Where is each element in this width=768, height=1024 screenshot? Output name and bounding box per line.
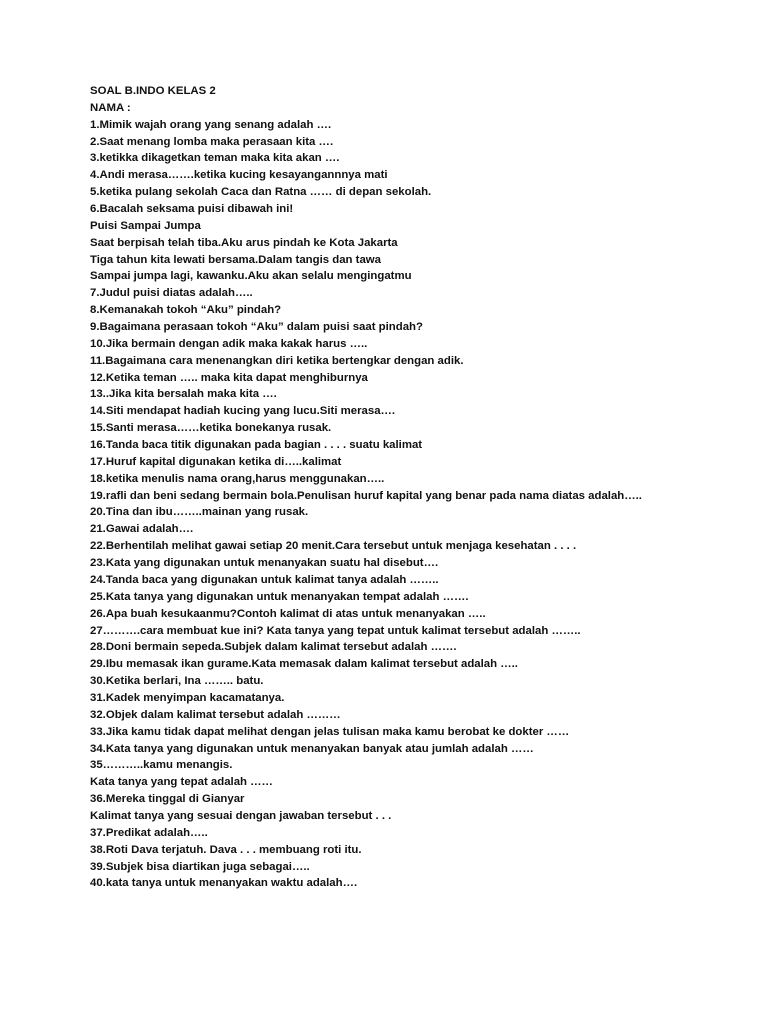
question-15: 15.Santi merasa……ketika bonekanya rusak. [90, 422, 332, 435]
question-11: 11.Bagaimana cara menenangkan diri ketika bertengkar dengan adik. [90, 354, 464, 367]
question-31: 31.Kadek menyimpan kacamatanya. [90, 691, 285, 704]
question-5: 5.ketika pulang sekolah Caca dan Ratna …… di depan sekolah. [90, 186, 432, 199]
question-3: 3.ketikka dikagetkan teman maka kita akan …. [90, 152, 340, 165]
question-21: 21.Gawai adalah…. [90, 523, 194, 536]
question-13: 13..Jika kita bersalah maka kita …. [90, 388, 277, 401]
question-10: 10.Jika bermain dengan adik maka kakak harus ….. [90, 337, 368, 350]
question-1: 1.Mimik wajah orang yang senang adalah …. [90, 118, 332, 131]
question-32: 32.Objek dalam kalimat tersebut adalah ……… [90, 708, 341, 721]
question-25: 25.Kata tanya yang digunakan untuk menanyakan tempat adalah ……. [90, 590, 469, 603]
question-18: 18.ketika menulis nama orang,harus menggunakan….. [90, 472, 385, 485]
question-7: 7.Judul puisi diatas adalah….. [90, 287, 253, 300]
document-title: SOAL B.INDO KELAS 2 [90, 85, 216, 97]
question-27: 27……….cara membuat kue ini? Kata tanya yang tepat untuk kalimat tersebut adalah …….. [90, 624, 581, 637]
question-38: 38.Roti Dava terjatuh. Dava . . . membuang roti itu. [90, 843, 362, 856]
question-6: 6.Bacalah seksama puisi dibawah ini! [90, 203, 294, 216]
question-26: 26.Apa buah kesukaanmu?Contoh kalimat di atas untuk menanyakan ….. [90, 607, 486, 620]
question-30: 30.Ketika berlari, Ina …….. batu. [90, 675, 264, 688]
poem-line-3: Sampai jumpa lagi, kawanku.Aku akan selalu mengingatmu [90, 270, 412, 283]
question-12: 12.Ketika teman ….. maka kita dapat menghiburnya [90, 371, 368, 384]
question-22: 22.Berhentilah melihat gawai setiap 20 menit.Cara tersebut untuk menjaga kesehatan . . . . [90, 540, 577, 553]
poem-line-1: Saat berpisah telah tiba.Aku arus pindah ke Kota Jakarta [90, 236, 398, 249]
question-2: 2.Saat menang lomba maka perasaan kita …. [90, 135, 334, 148]
name-field-label: NAMA : [90, 101, 131, 114]
question-9: 9.Bagaimana perasaan tokoh “Aku” dalam puisi saat pindah? [90, 321, 423, 334]
question-4: 4.Andi merasa…….ketika kucing kesayangannnya mati [90, 169, 388, 182]
poem-line-2: Tiga tahun kita lewati bersama.Dalam tangis dan tawa [90, 253, 381, 266]
poem-title: Puisi Sampai Jumpa [90, 219, 201, 232]
question-34: 34.Kata tanya yang digunakan untuk menanyakan banyak atau jumlah adalah …… [90, 742, 534, 755]
question-35-continuation: Kata tanya yang tepat adalah …… [90, 776, 273, 789]
question-17: 17.Huruf kapital digunakan ketika di…..kalimat [90, 455, 342, 468]
question-35: 35………..kamu menangis. [90, 759, 233, 772]
question-36: 36.Mereka tinggal di Gianyar [90, 793, 245, 806]
question-39: 39.Subjek bisa diartikan juga sebagai….. [90, 860, 310, 873]
question-37: 37.Predikat adalah….. [90, 826, 208, 839]
question-20: 20.Tina dan ibu……..mainan yang rusak. [90, 506, 309, 519]
question-28: 28.Doni bermain sepeda.Subjek dalam kalimat tersebut adalah ……. [90, 641, 457, 654]
question-40: 40.kata tanya untuk menanyakan waktu adalah…. [90, 877, 358, 890]
question-23: 23.Kata yang digunakan untuk menanyakan suatu hal disebut…. [90, 557, 439, 570]
question-24: 24.Tanda baca yang digunakan untuk kalimat tanya adalah …….. [90, 573, 439, 586]
question-16: 16.Tanda baca titik digunakan pada bagian . . . . suatu kalimat [90, 439, 423, 452]
question-29: 29.Ibu memasak ikan gurame.Kata memasak dalam kalimat tersebut adalah ….. [90, 658, 518, 671]
question-8: 8.Kemanakah tokoh “Aku” pindah? [90, 304, 282, 317]
question-14: 14.Siti mendapat hadiah kucing yang lucu.Siti merasa…. [90, 405, 396, 418]
question-33: 33.Jika kamu tidak dapat melihat dengan jelas tulisan maka kamu berobat ke dokter …… [90, 725, 570, 738]
question-19: 19.rafli dan beni sedang bermain bola.Penulisan huruf kapital yang benar pada nama diatas adalah….. [90, 489, 642, 502]
document-body [90, 83, 750, 892]
question-36-continuation: Kalimat tanya yang sesuai dengan jawaban tersebut . . . [90, 809, 392, 822]
